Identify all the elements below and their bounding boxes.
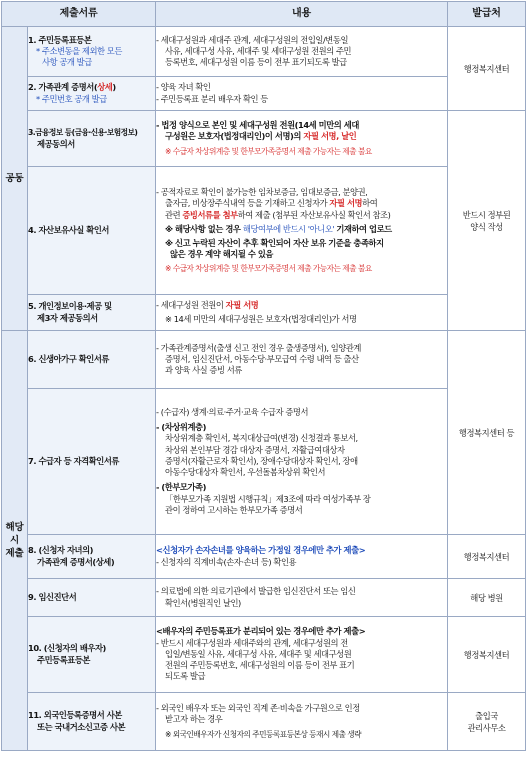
doc-name: 6. 신생아가구 확인서류 [28,331,156,389]
doc-name: 3.금융정보 등(금융·신용·보험정보) 제공동의서 [28,111,156,167]
table-row [2,27,526,77]
doc-content: <신청자가 손자손녀를 양육하는 가정일 경우에만 추가 제출> - 신청자의 직계비속(손자·손녀 등) 확인용 [156,535,448,579]
table-row [2,389,526,535]
doc-content: - 법정 양식으로 본인 및 세대구성원 전원(14세 미만의 세대 구성원은 보호자(법정대리인)이 서명)의 자필 서명, 날인 ※ 수급자 차상위계층 및 한부모가족증명서 제출 가능자는 제출 불요 [156,111,448,167]
table-row [2,693,526,751]
doc-name: 10. (신청자의 배우자) 주민등록표등본 [28,617,156,693]
header-content: 내용 [156,2,448,27]
category-applicable: 해당 시 제출 [2,331,28,751]
doc-name: 7. 수급자 등 자격확인서류 [28,389,156,535]
doc-content: - (수급자) 생계·의료·주거·교육 수급자 증명서 - (차상위계층) 차상위계층 확인서, 복지대상급여(변경) 신청결과 통보서, 차상위 본인부담 경감 대상자 증명서, 자활급여대상자 증명서(자활근로자 확인서), 장애수당대상자 확인서, 장애 아동수당대상자 확인서, 우선돌봄차상위 확인서 - (한부모가족) 「한부모가족 지원법 시행규칙」제3조에 따라 여성가족부 장 관이 정하여 고시하는 한부모가족 증명서 [156,389,448,535]
doc-name: 5. 개인정보이용·제공 및 제3자 제공동의서 [28,295,156,331]
table-row [2,579,526,617]
doc-name: 2. 가족관계 증명서(상세) * 주민번호 공개 발급 [28,77,156,111]
doc-name: 11. 외국인등록증명서 사본 또는 국내거소신고증 사본 [28,693,156,751]
doc-name: 8. (신청자 자녀의) 가족관계 증명서(상세) [28,535,156,579]
doc-content: <배우자의 주민등록표가 분리되어 있는 경우에만 추가 제출> - 반드시 세대구성원과 세대주와의 관계, 세대구성원의 전 입일/변동일 사유, 세대구성 사유, 세대주 및 세대구성원 전원의 주민등록번호, 세대구성원의 이름 등이 전부 표기 되도록 발급 [156,617,448,693]
table-row [2,77,526,111]
issuer-cell: 행정복지센터 [448,27,526,111]
doc-content: - 가족관계증명서(출생 신고 전인 경우 출생증명서), 임양관계 증명서, 임신진단서, 아동수당·부모급여 수령 내역 등 출산 과 양육 사실 증빙 서류 [156,331,448,389]
table-row [2,295,526,331]
doc-name: 9. 임신진단서 [28,579,156,617]
table-row [2,617,526,693]
issuer-cell: 행정복지센터 등 [448,331,526,535]
header-document: 제출서류 [2,2,156,27]
table-row [2,535,526,579]
issuer-cell: 반드시 정부된 양식 작성 [448,111,526,331]
table-header-row [2,2,526,27]
doc-content: - 세대구성원과 세대주 관계, 세대구성원의 전입일/변동일 사유, 세대구성 사유, 세대주 및 세대구성원 전원의 주민 등록번호, 세대구성원 이름 등이 전부 표기되도록 발급 [156,27,448,77]
doc-content: - 외국인 배우자 또는 외국인 직계 존·비속을 가구원으로 인정 받고자 하는 경우 ※ 외국인배우자가 신청자의 주민등록표등본상 등재시 제출 생략 [156,693,448,751]
required-documents-table [1,1,526,751]
doc-name: 4. 자산보유사실 확인서 [28,167,156,295]
issuer-cell: 출입국 관리사무소 [448,693,526,751]
doc-content: - 의료법에 의한 의료기관에서 발급한 임신진단서 또는 임신 확인서(병원직인 날인) [156,579,448,617]
issuer-cell: 행정복지센터 [448,617,526,693]
header-issuer: 발급처 [448,2,526,27]
document-requirements [1,1,525,751]
issuer-cell: 해당 병원 [448,579,526,617]
doc-name: 1. 주민등록표등본 * 주소변동을 제외한 모든 사항 공개 발급 [28,27,156,77]
table-row [2,331,526,389]
table-row [2,111,526,167]
category-common: 공동 [2,27,28,331]
doc-content: - 세대구성원 전원이 자필 서명 ※ 14세 미만의 세대구성원은 보호자(법정대리인)가 서명 [156,295,448,331]
issuer-cell: 행정복지센터 [448,535,526,579]
table-row [2,167,526,295]
doc-content: - 양육 자녀 확인 - 주민등록표 분리 배우자 확인 등 [156,77,448,111]
doc-content: - 공적자료로 확인이 불가능한 임차보증금, 임대보증금, 분양권, 출자금, 비상장주식내역 등을 기재하고 신청자가 자필 서명하여 관련 증빙서류를 첨부하여 제출 (첨부된 자산보유사실 확인서 참조) ※ 해당사항 없는 경우 해당여부에 반드시 '아니오' 기재하여 업로드 ※ 신고 누락된 자산이 추후 확인되어 자산 보유 기준을 충족하지 않은 경우 계약 해지될 수 있음 ※ 수급자 차상위계층 및 한부모가족증명서 제출 가능자는 제출 불요 [156,167,448,295]
